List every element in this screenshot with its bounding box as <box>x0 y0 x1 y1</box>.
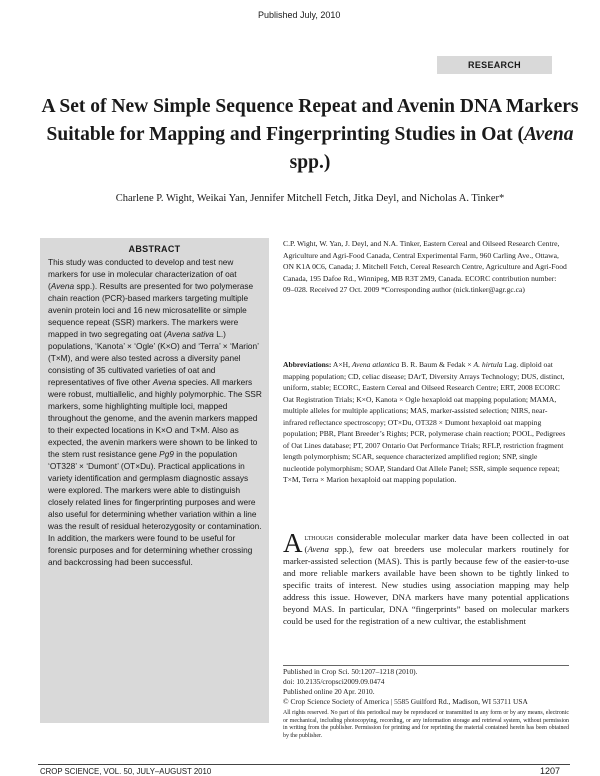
publication-info <box>283 667 569 707</box>
introduction-text: Although considerable molecular marker data have been collected in oat (Avena spp.), few oat breeders use molecular markers routinely for marker-assisted selection (MAS). This is partly because few of the easier-to-use and more reliable markers available have been shown to be tightly linked to specific traits of interest. New studies using association mapping may help address this issue. However, DNA markers have many potential applications beyond MAS. In particular, DNA “fingerprints” based on molecular markers could be used for the registration of a new cultivar, the establishment <box>283 528 569 626</box>
drop-cap: A <box>283 528 303 558</box>
abbreviations-label: Abbreviations: <box>283 360 332 369</box>
doi-line: doi: 10.2135/cropsci2009.09.0474 <box>283 677 385 686</box>
copyright-line: © Crop Science Society of America | 5585 Guilford Rd., Madison, WI 53711 USA <box>283 697 528 706</box>
abbreviations-list: Abbreviations: A×H, Avena atlantica B. R. Baum & Fedak × A. hirtula Lag. diploid oat mapping population; CD, celiac disease; DArT, Diversity Arrays Technology; DUS, distinct, uniform, stable; ECORC, Eastern Cereal and Oilseed Research Centre; ERT, 2008 ECORC Oat Registration Trials; K×O, Kanota × Ogle hexaploid oat mapping population; MAMA, multiple alleles for multiple applications; MAS, marker-assisted selection; NIRS, near-infrared reflectance spectroscopy; OT×Du, OT328 × Dumont hexaploid oat mapping population; PBR, Plant Breeder’s Rights; PCR, polymerase chain reaction; POOL, Pedigrees of Oat Lines database; PT, 2007 Ontario Oat Performance Trials; RFLP, restriction fragment length polymorphism; SCAR, sequence characterized amplified region; SNP, single nucleotide polymorphism; SOAP, Standard Oat Allele Panel; SSR, simple sequence repeat; T×M, Terra × Marion hexaploid oat mapping population. <box>283 360 566 484</box>
title-end: spp.) <box>289 152 331 173</box>
title-italic: Avena <box>524 124 574 145</box>
abstract-box <box>40 238 269 723</box>
author-affiliations: C.P. Wight, W. Yan, J. Deyl, and N.A. Tinker, Eastern Cereal and Oilseed Research Centre, Agriculture and Agri-Food Canada, Central Experimental Farm, 960 Carling Ave., Ottawa, ON K1A 0C6, Canada; J. Mitchell Fetch, Cereal Research Centre, Agriculture and Agri-Food Canada, 195 Dafoe Rd., Winnipeg, MB R3T 2M9, Canada. ECORC contribution number: 09–028. Received 27 Oct. 2009 *Corresponding author (nick.tinker@agr.gc.ca) <box>283 239 567 294</box>
author-list: Charlene P. Wight, Weikai Yan, Jennifer Mitchell Fetch, Jitka Deyl, and Nicholas A. Tinker* <box>115 193 505 204</box>
publication-date: Published July, 2010 <box>258 10 341 20</box>
page-number: 1207 <box>540 766 561 776</box>
article-title <box>40 93 580 177</box>
abstract-heading: ABSTRACT <box>128 244 181 254</box>
footer-divider <box>38 764 570 765</box>
title-main: A Set of New Simple Sequence Repeat and Avenin DNA Markers Suitable for Mapping and Fingerprinting Studies in Oat ( <box>41 96 579 145</box>
divider <box>283 665 569 666</box>
section-badge: RESEARCH <box>437 56 552 74</box>
rights-notice: All rights reserved. No part of this periodical may be reproduced or transmitted in any form or by any means, electronic or mechanical, including photocopying, recording, or any information storage and retrieval system, without permission in writing from the publisher. Permission for printing and for reprinting the material contained herein has been obtained by the publisher. <box>283 710 569 739</box>
journal-footer: CROP SCIENCE, VOL. 50, JULY–AUGUST 2010 <box>40 767 212 776</box>
online-date-line: Published online 20 Apr. 2010. <box>283 687 375 696</box>
citation-line: Published in Crop Sci. 50:1207–1218 (2010). <box>283 667 418 676</box>
abstract-text: This study was conducted to develop and test new markers for use in molecular characterization of oat (Avena spp.). Results are presented for two polymerase chain reaction (PCR)-based markers targeting multiple avenin protein loci and 16 new microsatellite or simple sequence repeat (SSR) markers. The markers were mapped in two segregating oat (Avena sativa L.) populations, ‘Kanota’ × ‘Ogle’ (K×O) and ‘Terra’ × ‘Marion’ (T×M), and were also tested across a diversity panel consisting of 35 cultivated varieties of oat and representatives of five other Avena species. All markers were robust, multiallelic, and highly polymorphic. The SSR markers, some highlighting multiple loci, mapped throughout the genome, and the avenin markers mapped to their expected locations in K×O and T×M. Also as expected, the avenin markers were shown to be linked to the stem rust resistance gene Pg9 in the population ‘OT328’ × ‘Dumont’ (OT×Du). Practical applications in variety identification and germplasm diagnostic assays were explored. The markers were able to distinguish closely related lines for fingerprinting purposes and were also useful for determining whether variation within a line was the result of residual heterozygosity or contamination. In addition, the markers were found to be useful for forensic purposes and for determining whether crossing and backcrossing had been successful. <box>48 257 262 567</box>
